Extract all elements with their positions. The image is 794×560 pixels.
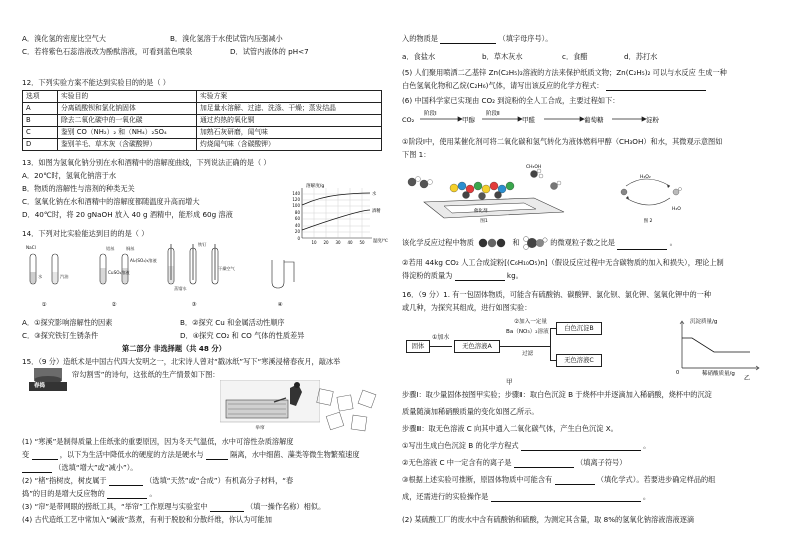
flow-glucose: 葡萄糖 xyxy=(584,116,604,124)
table-header-cell: 选项 xyxy=(23,91,58,103)
answer-blank[interactable] xyxy=(206,451,228,460)
right-column xyxy=(402,0,774,560)
q16-step1: 步骤Ⅰ：取少量固体按图甲实验；步骤Ⅱ：取白色沉淀 B 于烧杯中并逐滴加入稀硝酸，烧杯中的沉淀 xyxy=(402,390,712,399)
x-tick: 10 xyxy=(311,240,317,245)
table-row xyxy=(23,127,382,139)
q16-sub3-text: ③根据上述实验可推断，原固体物质中可能含有 xyxy=(402,475,553,484)
q15-sub3-text: (3) “帘”是带网眼的捞纸工具，“举帘”工作原理与实验室中 xyxy=(22,502,208,511)
answer-blank[interactable] xyxy=(606,82,706,91)
x-tick: 30 xyxy=(335,240,341,245)
q15-sub2-text: （选填“天然”或“合成”）有机高分子材料，“春 xyxy=(145,476,294,485)
flow-box-solid: 固体 xyxy=(406,340,430,353)
y-tick: 40 xyxy=(294,223,300,228)
q11-option-a: A．溴化氢的密度比空气大 xyxy=(22,34,106,43)
ratio-line xyxy=(402,236,677,250)
q13-stem: 13．如图为氢氧化钠分别在水和酒精中的溶解度曲线，下列说法正确的是（ ） xyxy=(22,158,271,167)
q15-sub1-text: (1) “寒溪”是制得质量上佳纸张的重要原因，因为冬天气温低，水中可溶性杂质溶解度 xyxy=(22,437,294,446)
answer-blank[interactable] xyxy=(22,464,52,473)
q16-sub3-text: （填化学式）。若要进步确定样品的组 xyxy=(596,475,716,484)
q14-text-al2so4: Al₂(SO₄)₃溶液 xyxy=(130,258,157,263)
q15-sub4-line: (4) 古代造纸工艺中常加入“碱液”蒸煮，有利于脱胶和分散纤维，你认为可能加 xyxy=(22,515,272,524)
y-tick: 60 xyxy=(294,216,300,221)
figure-2-cycle xyxy=(616,166,706,224)
q16-step1b: 质量随滴加稀硝酸质量的变化如图乙所示。 xyxy=(402,407,539,416)
table-cell: D xyxy=(23,139,58,151)
q16-sub1-text: 。 xyxy=(643,441,651,450)
q14-label-1: ① xyxy=(41,302,47,308)
q15-sub1-text: （选填“增大”或“减小”）。 xyxy=(54,463,138,472)
x-tick: 20 xyxy=(323,240,329,245)
q15-sub1-text: 变 xyxy=(22,450,30,459)
figure-1-micro xyxy=(404,162,594,224)
r5-line1: (5) 人们聚用喷洒二乙基锌 Zn(C₂H₅)₂溶液的方法来保护纸质文物；Zn(C₂H₅)₂ 可以与水反应 生成一种 xyxy=(402,68,727,77)
precipitate-curve xyxy=(682,338,750,352)
calc-line2 xyxy=(402,271,523,281)
h2o2-label: H₂O₂ xyxy=(640,175,651,180)
q13-option-b: B．物质的溶解性与溶剂的种类无关 xyxy=(22,184,135,193)
calc-text: kg。 xyxy=(506,271,523,280)
q11-option-c: C．若将紫色石蕊溶液改为酚酞溶液，可看到蓝色喷泉 xyxy=(22,47,193,56)
q16-step3: 步骤Ⅲ：取无色溶液 C 向其中通入二氧化碳气体，产生白色沉淀 X。 xyxy=(402,424,618,433)
label-yi: 乙 xyxy=(744,375,751,382)
q16-line2: 或几种，为探究其组成，进行如图实验： xyxy=(402,303,532,312)
q15-sub2-text: 捣”的目的是增大反应物的 xyxy=(22,489,105,498)
r-option-d: d．苏打水 xyxy=(624,52,658,61)
q15-sub1-text: ，以下为生活中降低水的硬度的方法是硬水与 xyxy=(59,450,204,459)
table-header-cell: 实验目的 xyxy=(58,91,197,103)
water-label: 水 xyxy=(372,192,377,197)
flow-box-colorless-c: 无色溶液C xyxy=(556,354,602,367)
molecule-methanol-icon xyxy=(522,236,548,250)
calc-text: 得淀粉的质量为 xyxy=(402,271,453,280)
table-cell: 鉴别 CO（NH₂）₂ 和（NH₄）₂SO₄ xyxy=(58,127,197,139)
part2-title: 第二部分 非选择题（共 48 分） xyxy=(122,344,226,353)
q14-option-d: D．④探究 CO₂ 和 CO 气体的性质差异 xyxy=(180,331,305,340)
h2o-label: H₂O xyxy=(672,207,681,212)
q14-text-cuso4: CuSO₄溶液 xyxy=(108,270,130,275)
flow-arrow xyxy=(430,346,452,347)
alcohol-label: 酒精 xyxy=(372,209,381,214)
calc-line1: ②若用 44kg CO₂ 人工合成淀粉[(C₆H₁₀O₅)n]（假设反应过程中无含碳物质的加入和损失），理论上制 xyxy=(402,258,724,267)
ratio-text: 该化学反应过程中物质 xyxy=(402,238,474,247)
y-tick: 0 xyxy=(297,236,300,241)
q13-option-c: C．氢氧化钠在水和酒精中的溶解度都随温度升高而增大 xyxy=(22,197,200,206)
table-row xyxy=(23,139,382,151)
answer-blank[interactable] xyxy=(491,493,641,502)
lattice-pattern xyxy=(314,386,386,436)
y-tick: 20 xyxy=(294,229,300,234)
graph-origin: 0 xyxy=(676,370,680,376)
q16-sub2-text: ②无色溶液 C 中一定含有的离子是 xyxy=(402,458,512,467)
flow-step2: 阶段Ⅱ xyxy=(486,111,500,117)
q16-sub2 xyxy=(402,458,626,468)
table-header-row xyxy=(23,91,382,103)
graph-y-label: 沉淀质量/g xyxy=(690,319,718,325)
chuncao-figure xyxy=(28,366,68,392)
table-row xyxy=(23,115,382,127)
q15-line1: 15．（9 分）造纸术是中国古代四大发明之一，北宋诗人曾对“戳冰纸”写下“寒溪浸楮春夜月，敲冰举 xyxy=(22,357,341,366)
q15-sub3-line xyxy=(22,502,325,512)
flow-add-reagent: ②加入一定量 xyxy=(514,319,547,325)
q14-text-distilled: 蒸馏水 xyxy=(174,286,187,291)
flow-formaldehyde: 甲醛 xyxy=(522,116,535,124)
q14-text-nail: 铁钉 xyxy=(198,242,207,247)
q15-sub1-line2 xyxy=(22,450,360,460)
r5-line2 xyxy=(402,81,706,91)
r-option-c: c．食醋 xyxy=(562,52,588,61)
r-option-b: b．草木灰水 xyxy=(482,52,523,61)
q16-sub3-text: 。 xyxy=(642,492,651,501)
q14-option-a: A．①探究影响溶解性的因素 xyxy=(22,318,113,327)
answer-blank[interactable] xyxy=(555,476,595,485)
ratio-text: 和 xyxy=(512,238,520,247)
answer-blank[interactable] xyxy=(521,442,641,451)
q16-flow-diagram xyxy=(406,318,656,366)
stage1-line1: ①阶段Ⅰ中，使用某催化剂可将二氧化碳和氢气转化为液体燃料甲醇（CH₃OH）和水，其微观示意图如 xyxy=(402,137,723,146)
ratio-text: 。 xyxy=(669,238,677,247)
q14-text-water: 水 xyxy=(38,274,43,279)
flow-starch: 淀粉 xyxy=(646,116,659,124)
q14-text-dry-air: 干燥空气 xyxy=(218,266,235,271)
table-cell: 鉴别羊毛、草木灰（含碳酸钾） xyxy=(58,139,197,151)
q13-option-a: A．20℃时，氢氧化钠溶于水 xyxy=(22,171,117,180)
q16-sub3-text: 成，还需进行的实验操作是 xyxy=(402,492,489,501)
q14-label-4: ④ xyxy=(277,302,283,308)
flow-add-water: ①加水 xyxy=(432,334,450,341)
q11-option-d: D．试管内液体的 pH<7 xyxy=(230,47,309,56)
molecule-co2-icon xyxy=(476,238,510,248)
answer-blank[interactable] xyxy=(455,272,505,281)
q16-sub3-line1 xyxy=(402,475,715,485)
q14-text-gasoline: 汽油 xyxy=(60,274,69,279)
q16-sub1-text: ①写出生成白色沉淀 B 的化学方程式 xyxy=(402,441,519,450)
q16-sub1 xyxy=(402,441,650,451)
table-cell: A xyxy=(23,103,58,115)
y-tick: 100 xyxy=(292,203,300,208)
answer-blank[interactable] xyxy=(109,477,143,486)
answer-blank[interactable] xyxy=(210,503,244,512)
table-row xyxy=(23,103,382,115)
chart-y-label: 溶解度/g xyxy=(306,184,325,189)
x-tick: 40 xyxy=(347,240,353,245)
q14-text-nacl: NaCl xyxy=(26,245,36,250)
table-header-cell: 实验方案 xyxy=(197,91,382,103)
r6-line: (6) 中国科学家已实现由 CO₂ 到淀粉的全人工合成，主要过程如下： xyxy=(402,96,620,105)
q14-label-3: ③ xyxy=(191,302,197,308)
r5-text: 白色氢氧化物和乙烷(C₂H₆)气体，请写出该反应的化学方程式： xyxy=(402,81,604,90)
table-cell: 灼烧闻气味（含碳酸钾） xyxy=(197,139,382,151)
q15-sub2-text: 。 xyxy=(149,489,157,498)
flow-branch xyxy=(550,328,551,360)
water-curve xyxy=(302,193,370,205)
r1-line xyxy=(402,34,552,44)
q14-text-al-wire: 铝丝 xyxy=(106,246,115,251)
q12-table xyxy=(22,90,382,151)
flow-box-colorless-a: 无色溶液A xyxy=(454,340,500,353)
x-tick: 50 xyxy=(359,240,365,245)
chuncao-label: 春捣 xyxy=(34,383,46,389)
q11-option-b: B．溴化氢溶于水使试管内压强减小 xyxy=(170,34,283,43)
stage1-line2: 下图 1： xyxy=(402,150,431,159)
table-cell: 分离硫酸钡和氯化钠固体 xyxy=(58,103,197,115)
y-tick: 80 xyxy=(294,210,300,215)
r-option-a: a．食盐水 xyxy=(402,52,436,61)
graph-x-label: 稀硝酸质量/g xyxy=(702,371,735,377)
table-cell: C xyxy=(23,127,58,139)
q15-sub2-line2 xyxy=(22,489,157,499)
paper-making-caption: 举帘 xyxy=(255,426,265,430)
q15-sub2-line1 xyxy=(22,476,293,486)
flow-methanol: 甲醇 xyxy=(462,116,475,124)
q12-stem: 12．下列实验方案不能达到实验目的的是（ ） xyxy=(22,78,170,87)
q16-sub3-line2 xyxy=(402,492,650,502)
flow-arrow xyxy=(500,346,550,347)
left-column xyxy=(22,0,390,560)
table-cell: 除去二氧化碳中的一氧化碳 xyxy=(58,115,197,127)
chart-x-label: 温度/℃ xyxy=(373,239,388,244)
q14-apparatus-figure xyxy=(22,240,322,310)
answer-blank[interactable] xyxy=(440,35,496,44)
q14-text-cu-wire: 铜丝 xyxy=(126,246,135,251)
y-tick: 140 xyxy=(292,191,300,196)
answer-blank[interactable] xyxy=(107,490,147,499)
q16-sub4: (2) 某硫酸工厂的废水中含有硫酸钠和硫酸，为测定其含量，取 8%的氢氧化钠溶液溶液逐滴 xyxy=(402,515,695,524)
q13-option-d: D．40℃时，将 20 gNaOH 放入 40 g 酒精中，能形成 60g 溶液 xyxy=(22,210,233,219)
q15-sub1-line1 xyxy=(22,437,293,447)
answer-blank[interactable] xyxy=(617,241,667,250)
r1-text: 入的物质是 xyxy=(402,34,438,43)
q16-line1: 16．（9 分）1. 有一包固体物质，可能含有硫酸钠、碳酸钾、氯化钡、氯化钾、氢氧化钾中的一种 xyxy=(402,290,712,299)
r1-text: （填字母序号）。 xyxy=(498,34,553,43)
label-jia: 甲 xyxy=(506,378,513,386)
q16-sub2-text: （填离子符号） xyxy=(576,458,627,467)
q15-line2: 帘勾割雪”的诗句，这张纸的生产情景如下图： xyxy=(72,370,220,379)
answer-blank[interactable] xyxy=(32,451,58,460)
q16-precipitate-graph xyxy=(666,316,766,382)
table-cell: 加足量水溶解、过滤、洗涤、干燥；蒸发结晶 xyxy=(197,103,382,115)
table-cell: 通过灼热的氧化铜 xyxy=(197,115,382,127)
q14-label-2: ② xyxy=(111,302,117,308)
q14-option-b: B．②探究 Cu 和金属活动性顺序 xyxy=(180,318,285,327)
figure-1-label: 图1 xyxy=(480,219,488,224)
ratio-text: 的微观粒子数之比是 xyxy=(550,238,615,247)
table-cell: B xyxy=(23,115,58,127)
answer-blank[interactable] xyxy=(514,459,574,468)
q15-sub3-text: （填一操作名称）相似。 xyxy=(246,502,326,511)
co2-starch-flow xyxy=(402,106,682,128)
ch3oh-label: CH₃OH xyxy=(526,165,542,170)
flow-reagent: Ba（NO₃）₂溶液 xyxy=(506,329,549,335)
q15-sub2-text: (2) “楮”指树皮，树皮属于 xyxy=(22,476,107,485)
paper-making-figure xyxy=(220,380,320,430)
flow-box-white-b: 白色沉淀B xyxy=(556,322,602,335)
flow-filter: 过滤 xyxy=(522,351,534,357)
y-tick: 120 xyxy=(292,197,300,202)
q15-sub1-text: 隔离，水中细菌、藻类等微生物繁殖速度 xyxy=(230,450,360,459)
table-cell: 加熟石灰研磨，闻气味 xyxy=(197,127,382,139)
flow-step1: 阶段Ⅰ xyxy=(424,111,437,117)
q14-option-c: C．③探究铁钉生锈条件 xyxy=(22,331,99,340)
figure-2-label: 图 2 xyxy=(643,219,653,224)
flow-co2: CO₂ xyxy=(402,116,415,124)
q15-sub1-line3 xyxy=(22,463,137,473)
q14-stem: 14．下列对比实验能达到目的的是（ ） xyxy=(22,229,149,238)
catalyst-label: 催化剂 xyxy=(474,209,488,214)
